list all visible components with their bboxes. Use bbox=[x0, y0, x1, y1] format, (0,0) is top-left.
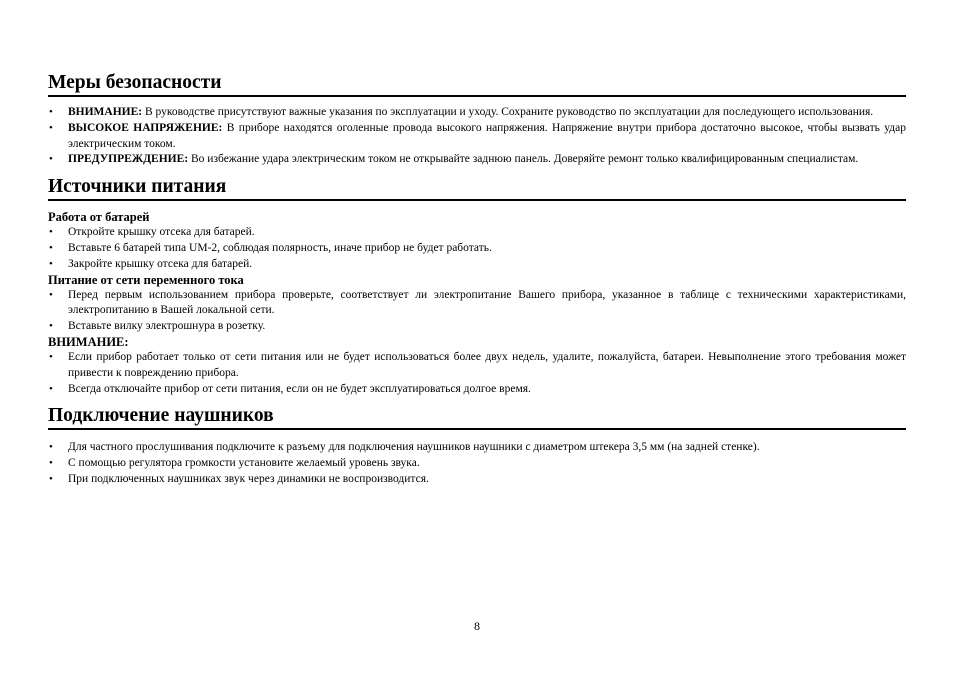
bullet-icon: • bbox=[49, 320, 53, 333]
list-item: • Всегда отключайте прибор от сети питания, если он не будет эксплуатироваться долгое время. bbox=[48, 382, 906, 398]
safety-heading: Меры безопасности bbox=[48, 72, 906, 97]
safety-list bbox=[48, 105, 906, 168]
safety-section bbox=[48, 72, 906, 168]
bullet-icon: • bbox=[49, 441, 53, 454]
list-item: • При подключенных наушниках звук через динамики не воспроизводится. bbox=[48, 472, 906, 488]
bullet-icon: • bbox=[49, 106, 53, 118]
bullet-icon: • bbox=[49, 288, 53, 301]
list-item: • Откройте крышку отсека для батарей. bbox=[48, 225, 906, 241]
bullet-icon: • bbox=[49, 241, 53, 254]
warning-list bbox=[48, 350, 906, 397]
ac-power-list bbox=[48, 288, 906, 335]
bullet-icon: • bbox=[49, 457, 53, 470]
headphones-list bbox=[48, 440, 906, 487]
bullet-icon: • bbox=[49, 121, 53, 134]
bullet-icon: • bbox=[49, 153, 53, 166]
power-heading: Источники питания bbox=[48, 176, 906, 201]
bullet-icon: • bbox=[49, 350, 53, 363]
list-item: • ВЫСОКОЕ НАПРЯЖЕНИЕ: В приборе находятся оголенные провода высокого напряжения. Напряжение внутри прибора достаточно высокое, чтобы вызвать удар электрическим током. bbox=[49, 121, 906, 150]
list-item: • ПРЕДУПРЕЖДЕНИЕ: Во избежание удара электрическим током не открывайте заднюю панель. Доверяйте ремонт только квалифицированным специалистам. bbox=[48, 152, 906, 168]
bullet-icon: • bbox=[49, 382, 53, 395]
document-page bbox=[48, 72, 906, 488]
list-item: • Вставьте 6 батарей типа UM-2, соблюдая полярность, иначе прибор не будет работать. bbox=[48, 241, 906, 257]
headphones-heading: Подключение наушников bbox=[48, 405, 906, 430]
bullet-icon: • bbox=[49, 226, 53, 239]
list-item: • Для частного прослушивания подключите к разъему для подключения наушников наушники с диаметром штекера 3,5 мм (на задней стенке). bbox=[48, 440, 906, 456]
bullet-icon: • bbox=[49, 472, 53, 485]
battery-subheading: Работа от батарей bbox=[48, 210, 150, 225]
headphones-section bbox=[48, 405, 906, 487]
battery-list bbox=[48, 225, 906, 272]
bullet-icon: • bbox=[49, 257, 53, 270]
list-item: • Перед первым использованием прибора проверьте, соответствует ли электропитание Вашего прибора, указанное в таблице с техническими характеристиками, электропитанию в Вашей локальной сети. bbox=[49, 288, 906, 317]
list-item: • ВНИМАНИЕ: В руководстве присутствуют важные указания по эксплуатации и уходу. Сохраните руководство по эксплуатации для последующего использования. bbox=[48, 105, 906, 121]
list-item: • Вставьте вилку электрошнура в розетку. bbox=[48, 319, 906, 335]
page-number: 8 bbox=[474, 619, 480, 633]
ac-power-subheading: Питание от сети переменного тока bbox=[48, 272, 244, 287]
warning-subheading: ВНИМАНИЕ: bbox=[48, 334, 129, 349]
list-item: • С помощью регулятора громкости установите желаемый уровень звука. bbox=[48, 456, 906, 472]
list-item: • Если прибор работает только от сети питания или не будет использоваться более двух недель, удалите, пожалуйста, батареи. Невыполнение этого требования может привести к повреждению прибора. bbox=[49, 350, 906, 379]
list-item: • Закройте крышку отсека для батарей. bbox=[48, 257, 906, 273]
power-section bbox=[48, 176, 906, 397]
